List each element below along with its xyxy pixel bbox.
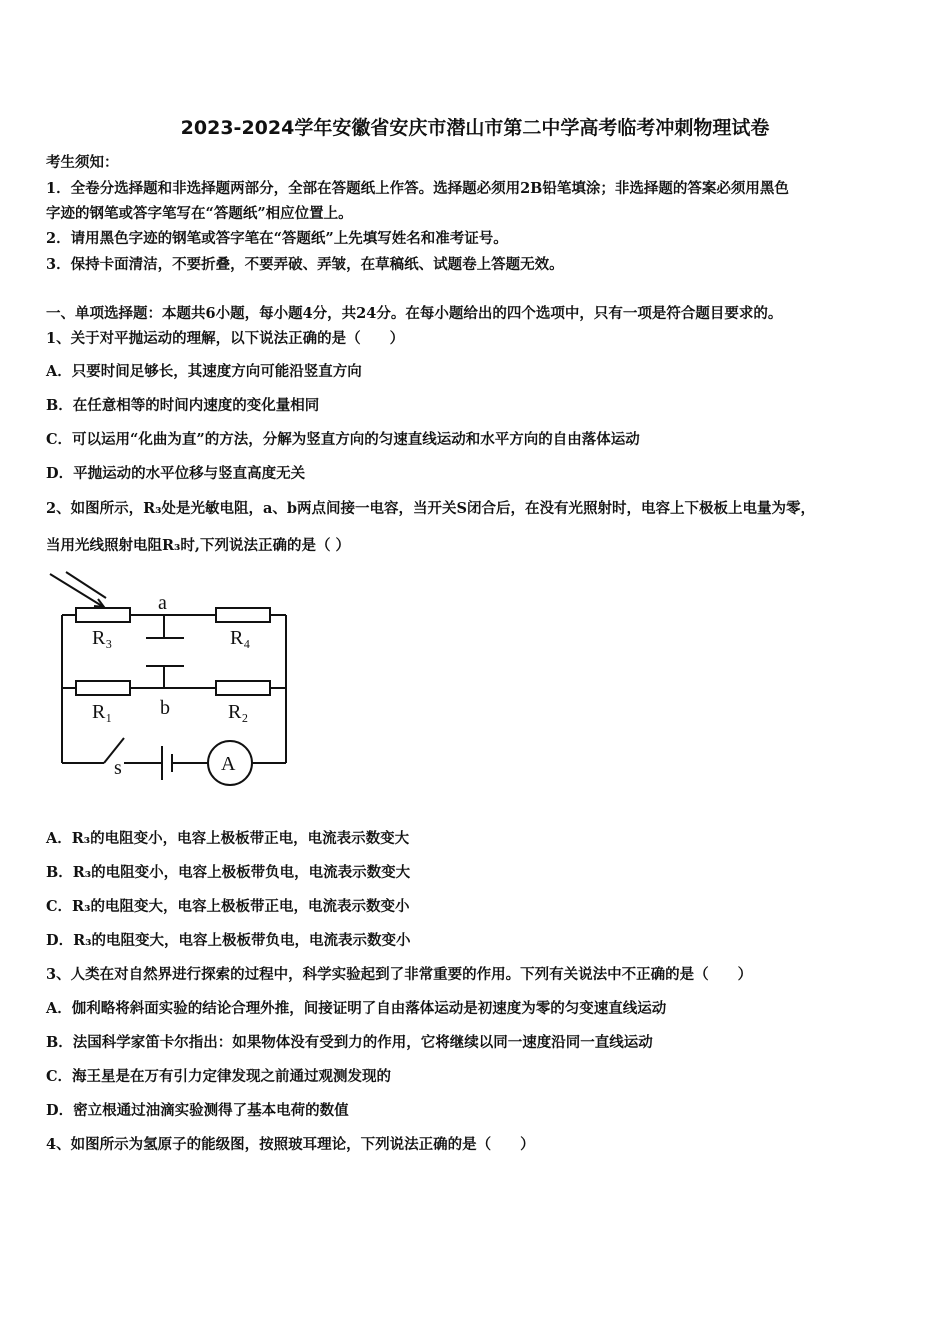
- question-3-option-c: C．海王星是在万有引力定律发现之前通过观测发现的: [46, 1068, 392, 1085]
- notice-item: 1．全卷分选择题和非选择题两部分，全部在答题纸上作答。选择题必须用2B铅笔填涂；非选择题的答案必须用黑色: [46, 180, 789, 197]
- question-2-option-d: D．R₃的电阻变大，电容上极板带负电，电流表示数变小: [46, 932, 411, 949]
- page-title: 2023-2024学年安徽省安庆市潜山市第二中学高考临考冲刺物理试卷: [180, 117, 770, 139]
- question-2-stem: 2、如图所示，R₃处是光敏电阻，a、b两点间接一电容，当开关S闭合后，在没有光照射时，电容上下极板上电量为零，: [46, 500, 815, 517]
- notice-item: 3．保持卡面清洁，不要折叠，不要弄破、弄皱，在草稿纸、试题卷上答题无效。: [46, 256, 564, 273]
- question-1-stem: 1、关于对平抛运动的理解，以下说法正确的是（ ）: [46, 330, 405, 347]
- question-2-option-c: C．R₃的电阻变大，电容上极板带正电，电流表示数变小: [46, 898, 410, 915]
- question-2-stem-cont: 当用光线照射电阻R₃时,下列说法正确的是（ ）: [46, 537, 350, 554]
- resistor-r3: [76, 608, 130, 622]
- section-heading: 一、单项选择题：本题共6小题，每小题4分，共24分。在每小题给出的四个选项中，只有一项是符合题目要求的。: [46, 305, 783, 322]
- question-3-option-b: B．法国科学家笛卡尔指出：如果物体没有受到力的作用，它将继续以同一速度沿同一直线运动: [46, 1034, 653, 1051]
- resistor-r1: [76, 681, 130, 695]
- label-a: a: [158, 592, 167, 614]
- question-3-stem: 3、人类在对自然界进行探索的过程中，科学实验起到了非常重要的作用。下列有关说法中不正确的是（ ）: [46, 966, 753, 983]
- notice-item: 2．请用黑色字迹的钢笔或答字笔在“答题纸”上先填写姓名和准考证号。: [46, 230, 508, 247]
- resistor-r2: [216, 681, 270, 695]
- label-s: s: [114, 757, 122, 779]
- notice-item: 字迹的钢笔或答字笔写在“答题纸”相应位置上。: [46, 205, 353, 222]
- circuit-diagram: [44, 568, 304, 793]
- question-2-option-a: A．R₃的电阻变小，电容上极板带正电，电流表示数变大: [46, 830, 410, 847]
- question-4-stem: 4、如图所示为氢原子的能级图，按照玻耳理论，下列说法正确的是（ ）: [46, 1136, 535, 1153]
- label-ammeter: A: [221, 753, 236, 775]
- question-3-option-d: D．密立根通过油滴实验测得了基本电荷的数值: [46, 1102, 349, 1119]
- question-1-option-b: B．在任意相等的时间内速度的变化量相同: [46, 397, 320, 414]
- question-2-option-b: B．R₃的电阻变小，电容上极板带负电，电流表示数变大: [46, 864, 411, 881]
- resistor-r4: [216, 608, 270, 622]
- question-3-option-a: A．伽利略将斜面实验的结论合理外推，间接证明了自由落体运动是初速度为零的匀变速直线运动: [46, 1000, 667, 1017]
- question-1-option-c: C．可以运用“化曲为直”的方法，分解为竖直方向的匀速直线运动和水平方向的自由落体运动: [46, 431, 640, 448]
- question-1-option-a: A．只要时间足够长，其速度方向可能沿竖直方向: [46, 363, 362, 380]
- notice-heading: 考生须知：: [46, 154, 119, 171]
- label-r4: R₄: [230, 627, 251, 649]
- label-r3: R₃: [92, 627, 113, 649]
- label-b: b: [160, 697, 170, 719]
- question-1-option-d: D．平抛运动的水平位移与竖直高度无关: [46, 465, 306, 482]
- label-r1: R₁: [92, 701, 113, 723]
- label-r2: R₂: [228, 701, 249, 723]
- light-ray-arrow: [66, 572, 106, 598]
